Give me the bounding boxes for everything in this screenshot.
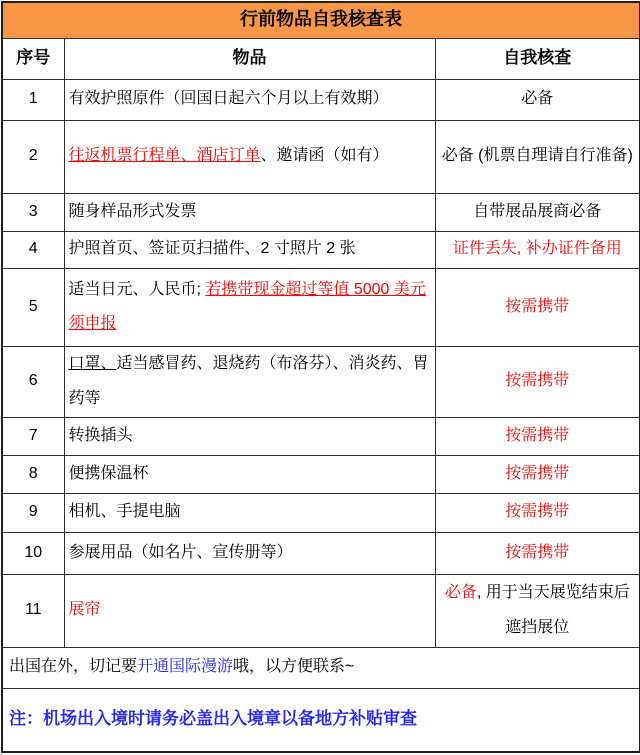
footnote-row: [2, 688, 640, 752]
text-segment: 必备: [444, 584, 477, 602]
text-segment: 相机、手提电脑: [68, 503, 181, 521]
table-row: [2, 574, 640, 647]
column-header-no: 序号: [2, 38, 64, 79]
item-cell: [64, 532, 435, 574]
text-segment: 证件丢失, 补办证件备用: [452, 240, 622, 258]
row-number-cell: 5: [2, 268, 64, 346]
text-segment: 哦，以方便联系~: [233, 658, 355, 676]
text-segment: 展帘: [68, 601, 101, 619]
text-segment: 往返机票行程单、酒店订单: [68, 147, 261, 165]
item-cell: [64, 455, 435, 493]
text-segment: 按需携带: [505, 297, 570, 315]
text-segment: , 用于当天展览结束后遮挡展位: [476, 584, 630, 636]
table-row: [2, 193, 640, 231]
text-segment: 自带展品展商必备: [473, 202, 602, 220]
check-cell: [435, 346, 640, 417]
text-segment: 便携保温杯: [68, 464, 149, 482]
item-cell: [64, 417, 435, 455]
text-segment: 随身样品形式发票: [68, 202, 197, 220]
row-number-cell: 2: [2, 120, 64, 193]
table-row: [2, 455, 640, 493]
table-row: [2, 231, 640, 268]
pre-departure-checklist-table: [1, 1, 640, 753]
text-segment: 必备 (机票自理请自行准备): [441, 147, 633, 165]
note-cell: [2, 688, 640, 752]
table-title: 行前物品自我核查表: [2, 2, 640, 38]
check-cell: [435, 231, 640, 268]
item-cell: [64, 268, 435, 346]
check-cell: [435, 120, 640, 193]
column-header-check: 自我核查: [435, 38, 640, 79]
item-cell: [64, 574, 435, 647]
table-header-row: [2, 38, 640, 79]
table-row: [2, 493, 640, 532]
text-segment: 若携带现金超过等值 5000 美元须申报: [68, 280, 426, 332]
check-cell: [435, 268, 640, 346]
check-cell: [435, 493, 640, 532]
text-segment: 按需携带: [505, 426, 570, 444]
table-row: [2, 79, 640, 120]
text-segment: 护照首页、签证页扫描件、2 寸照片 2 张: [68, 240, 356, 258]
check-cell: [435, 532, 640, 574]
text-segment: 开通国际漫游: [137, 658, 234, 676]
item-cell: [64, 346, 435, 417]
check-cell: [435, 417, 640, 455]
tip-cell: [2, 647, 640, 688]
text-segment: 转换插头: [68, 426, 133, 444]
text-segment: 按需携带: [505, 372, 570, 390]
row-number-cell: 3: [2, 193, 64, 231]
text-segment: 参展用品（如名片、宣传册等）: [68, 543, 293, 561]
item-cell: [64, 231, 435, 268]
item-cell: [64, 493, 435, 532]
text-segment: 按需携带: [505, 464, 570, 482]
item-cell: [64, 79, 435, 120]
text-segment: 适当感冒药、退烧药（布洛芬）、消炎药、胃药等: [68, 355, 429, 407]
check-cell: [435, 79, 640, 120]
row-number-cell: 10: [2, 532, 64, 574]
row-number-cell: 1: [2, 79, 64, 120]
text-segment: 必备: [521, 90, 554, 108]
check-cell: [435, 574, 640, 647]
text-segment: 有效护照原件（回国日起六个月以上有效期）: [68, 90, 389, 108]
table-row: [2, 346, 640, 417]
text-segment: 按需携带: [505, 503, 570, 521]
text-segment: 、邀请函（如有）: [260, 147, 389, 165]
check-cell: [435, 193, 640, 231]
row-number-cell: 7: [2, 417, 64, 455]
table-row: [2, 532, 640, 574]
text-segment: 出国在外，切记要: [9, 658, 138, 676]
table-row: [2, 417, 640, 455]
row-number-cell: 9: [2, 493, 64, 532]
table-row: [2, 268, 640, 346]
table-title-row: [2, 2, 640, 38]
column-header-item: 物品: [64, 38, 435, 79]
text-segment: 口罩、: [68, 355, 117, 373]
check-cell: [435, 455, 640, 493]
text-segment: 注：机场出入境时请务必盖出入境章以备地方补贴审查: [9, 709, 417, 729]
item-cell: [64, 120, 435, 193]
row-number-cell: 6: [2, 346, 64, 417]
row-number-cell: 4: [2, 231, 64, 268]
table-row: [2, 120, 640, 193]
text-segment: 适当日元、人民币;: [68, 280, 206, 298]
item-cell: [64, 193, 435, 231]
text-segment: 按需携带: [505, 543, 570, 561]
footnote-row: [2, 647, 640, 688]
row-number-cell: 8: [2, 455, 64, 493]
row-number-cell: 11: [2, 574, 64, 647]
